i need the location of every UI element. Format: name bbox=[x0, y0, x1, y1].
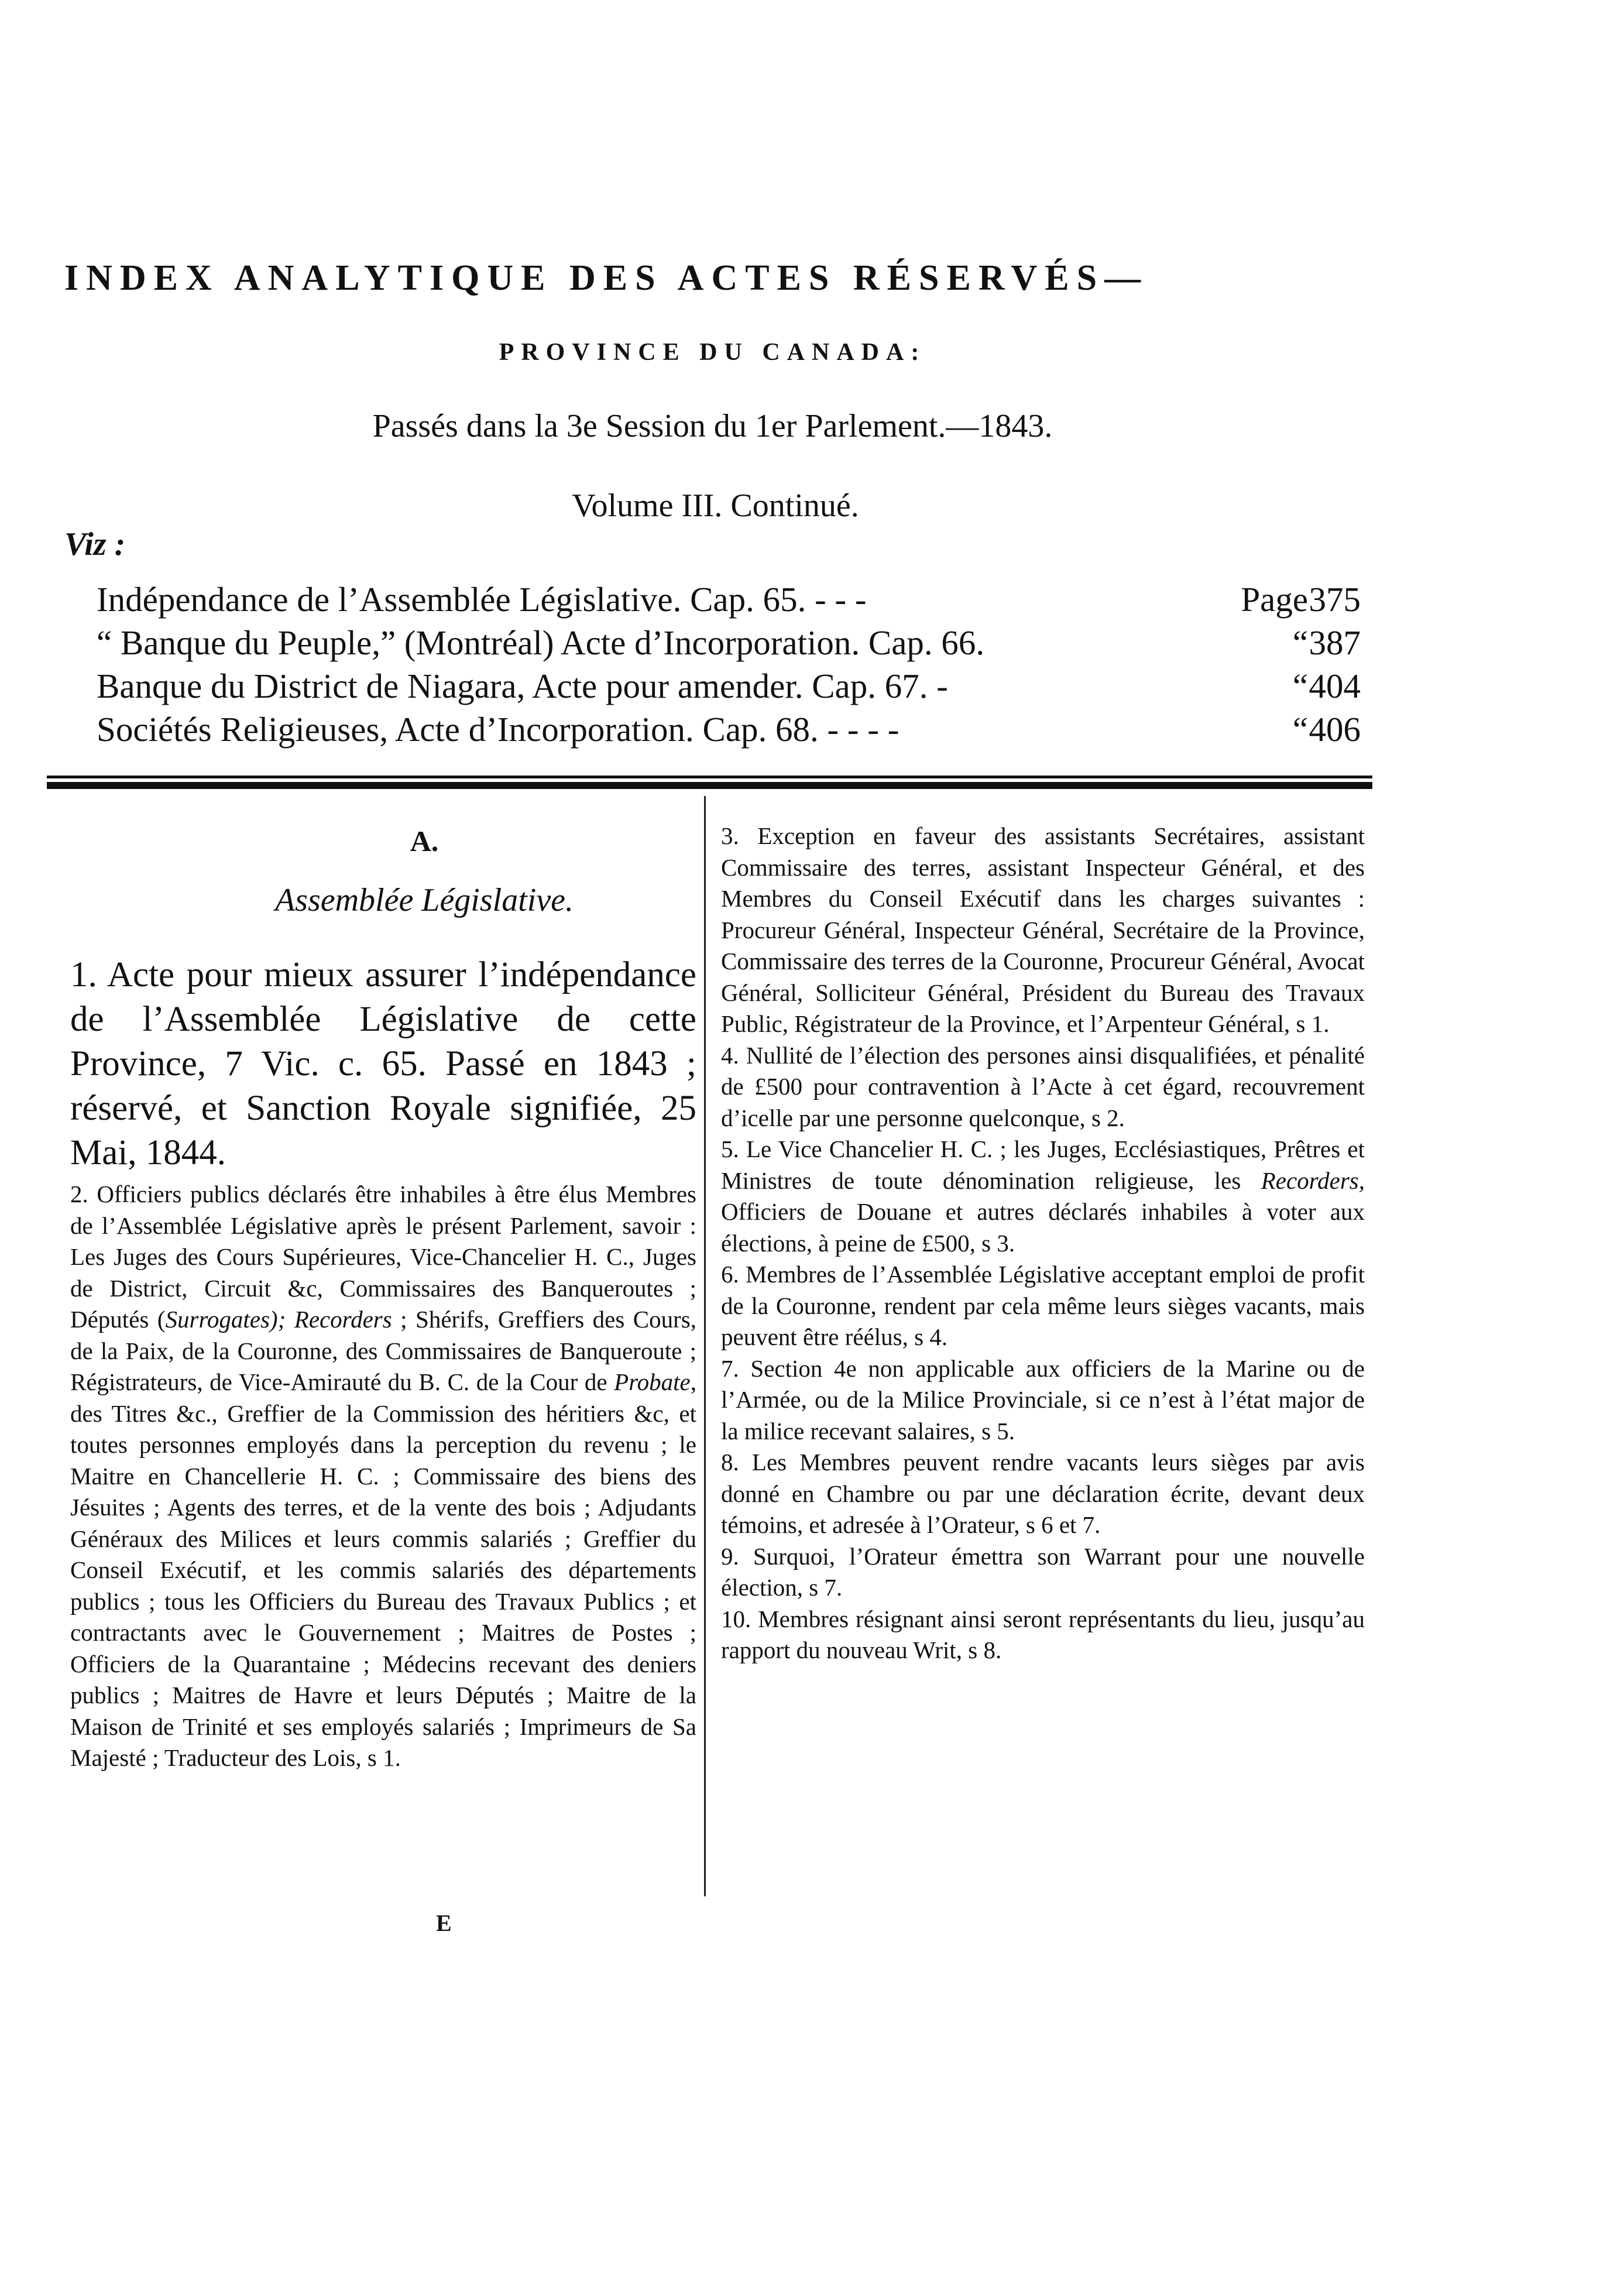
page-subtitle: PROVINCE DU CANADA: bbox=[499, 339, 926, 366]
list-item: 1. Acte pour mieux assurer l’indépendance de l’Assemblée Législative de cette Province, 7 Vic. c. 65. Passé en 1843 ; réservé, et Sanction Royale signifiée, 25 Mai, 1844. bbox=[70, 955, 696, 1172]
toc-entry-text: Sociétés Religieuses, Acte d’Incorporation. Cap. 68. - - - - bbox=[97, 710, 899, 749]
list-item: 6. Membres de l’Assemblée Législative acceptant emploi de profit de la Couronne, rendent par cela même leurs sièges vacants, mais peuvent être réélus, s 4. bbox=[721, 1261, 1365, 1350]
list-item bbox=[70, 1179, 696, 1774]
toc-entry-indicator: “ bbox=[1292, 710, 1308, 749]
left-column bbox=[70, 824, 696, 1774]
item-text: Officiers de Douane et autres déclarés inhabiles à voter aux élections, à peine de £500, s 3. bbox=[721, 1198, 1365, 1257]
divider-thick bbox=[47, 782, 1372, 789]
page-title: INDEX ANALYTIQUE DES ACTES RÉSERVÉS— bbox=[64, 258, 1149, 298]
list-item: 4. Nullité de l’élection des persones ainsi disqualifiées, et pénalité de £500 pour contravention à l’Acte à cet égard, recouvrement d’icelle par une personne quelconque, s 2. bbox=[721, 1041, 1365, 1131]
list-item: 9. Surquoi, l’Orateur émettra son Warrant pour une nouvelle élection, s 7. bbox=[721, 1542, 1365, 1601]
item-text-italic: Recorders, bbox=[1261, 1167, 1365, 1194]
toc-entry-page: 375 bbox=[1309, 580, 1361, 619]
item-text-italic: Probate bbox=[614, 1368, 691, 1395]
toc-row bbox=[97, 623, 1361, 666]
toc-entry-text: Indépendance de l’Assemblée Législative. Cap. 65. - - - bbox=[97, 580, 867, 619]
section-letter: A. bbox=[410, 825, 439, 857]
toc-entry-text: Banque du District de Niagara, Acte pour amender. Cap. 67. - bbox=[97, 667, 948, 705]
volume-line: Volume III. Continué. bbox=[572, 488, 859, 524]
toc-entry-page: 387 bbox=[1309, 623, 1361, 662]
toc-row bbox=[97, 666, 1361, 709]
item-text: 5. Le Vice Chancelier H. C. ; les Juges, Ecclésiastiques, Prêtres et Ministres de toute dénomination religieuse, les bbox=[721, 1135, 1365, 1194]
right-column bbox=[721, 821, 1365, 1666]
toc-entry-indicator: “ bbox=[1292, 623, 1308, 662]
signature-mark: E bbox=[436, 1910, 452, 1936]
toc-row bbox=[97, 709, 1361, 753]
list-item: 7. Section 4e non applicable aux officiers de la Marine ou de l’Armée, ou de la Milice Provinciale, si ce n’est à l’état major de la milice recevant salaires, s 5. bbox=[721, 1354, 1365, 1445]
item-text: 2. Officiers publics déclarés être inhabiles à être élus Membres de l’Assemblée Législative après le présent Parlement, savoir : Les Juges des Cours Supérieures, Vice-Chancelier H. C., Juges de District, Circuit &c, Commissaires des Banqueroutes ; Députés ( bbox=[70, 1181, 696, 1333]
divider-thin bbox=[47, 776, 1372, 778]
list-item: 10. Membres résignant ainsi seront représentants du lieu, jusqu’au rapport du nouveau Writ, s 8. bbox=[721, 1605, 1365, 1663]
toc-entry-indicator: Page bbox=[1241, 580, 1308, 619]
item-text: , des Titres &c., Greffier de la Commission des héritiers &c, et toutes personnes employés dans la perception du revenu ; le Maitre en Chancellerie H. C. ; Commissaire des biens des Jésuites ; Agents des terres, et de la vente des bois ; Adjudants Généraux des Milices et leurs commis salariés ; Greffier du Conseil Exécutif, et les commis salariés des départements publics ; tous les Officiers du Bureau des Travaux Publics ; et contractants avec le Gouvernement ; Maitres de Postes ; Officiers de la Quarantaine ; Médecins recevant des deniers publics ; Maitres de Havre et leurs Députés ; Maitre de la Maison de Trinité et ses employés salariés ; Imprimeurs de Sa Majesté ; Traducteur des Lois, s 1. bbox=[70, 1368, 696, 1771]
toc-row bbox=[97, 579, 1361, 623]
table-of-contents bbox=[97, 579, 1361, 753]
item-text: ; Shérifs, Greffiers des Cours, de la Paix, de la Couronne, des Commissaires de Banqueroute ; Régistrateurs, de Vice-Amirauté du B. C. de la Cour de bbox=[70, 1306, 696, 1395]
list-item bbox=[721, 1134, 1365, 1259]
toc-entry-text: “ Banque du Peuple,” (Montréal) Acte d’Incorporation. Cap. 66. bbox=[97, 623, 985, 662]
session-line: Passés dans la 3e Session du 1er Parlement.—1843. bbox=[372, 408, 1053, 444]
list-item: 8. Les Membres peuvent rendre vacants leurs sièges par avis donné en Chambre ou par une déclaration écrite, devant deux témoins, et adresée à l’Orateur, s 6 et 7. bbox=[721, 1449, 1365, 1538]
list-item: 3. Exception en faveur des assistants Secrétaires, assistant Commissaire des terres, assistant Inspecteur Général, et des Membres du Conseil Exécutif dans les charges suivantes : Procureur Général, Inspecteur Général, Secrétaire de la Province, Commissaire des terres de la Couronne, Procureur Général, Avocat Général, Solliciteur Général, Président du Bureau des Travaux Public, Régistrateur de la Province, et l’Arpenteur Général, s 1. bbox=[721, 822, 1365, 1037]
section-title: Assemblée Législative. bbox=[274, 882, 574, 918]
toc-entry-page: 406 bbox=[1309, 710, 1361, 749]
toc-entry-page: 404 bbox=[1309, 667, 1361, 705]
toc-entry-indicator: “ bbox=[1292, 667, 1308, 705]
column-divider bbox=[704, 796, 706, 1896]
viz-label: Viz : bbox=[64, 526, 126, 562]
item-text-italic: Surrogates); Recorders bbox=[165, 1306, 392, 1333]
